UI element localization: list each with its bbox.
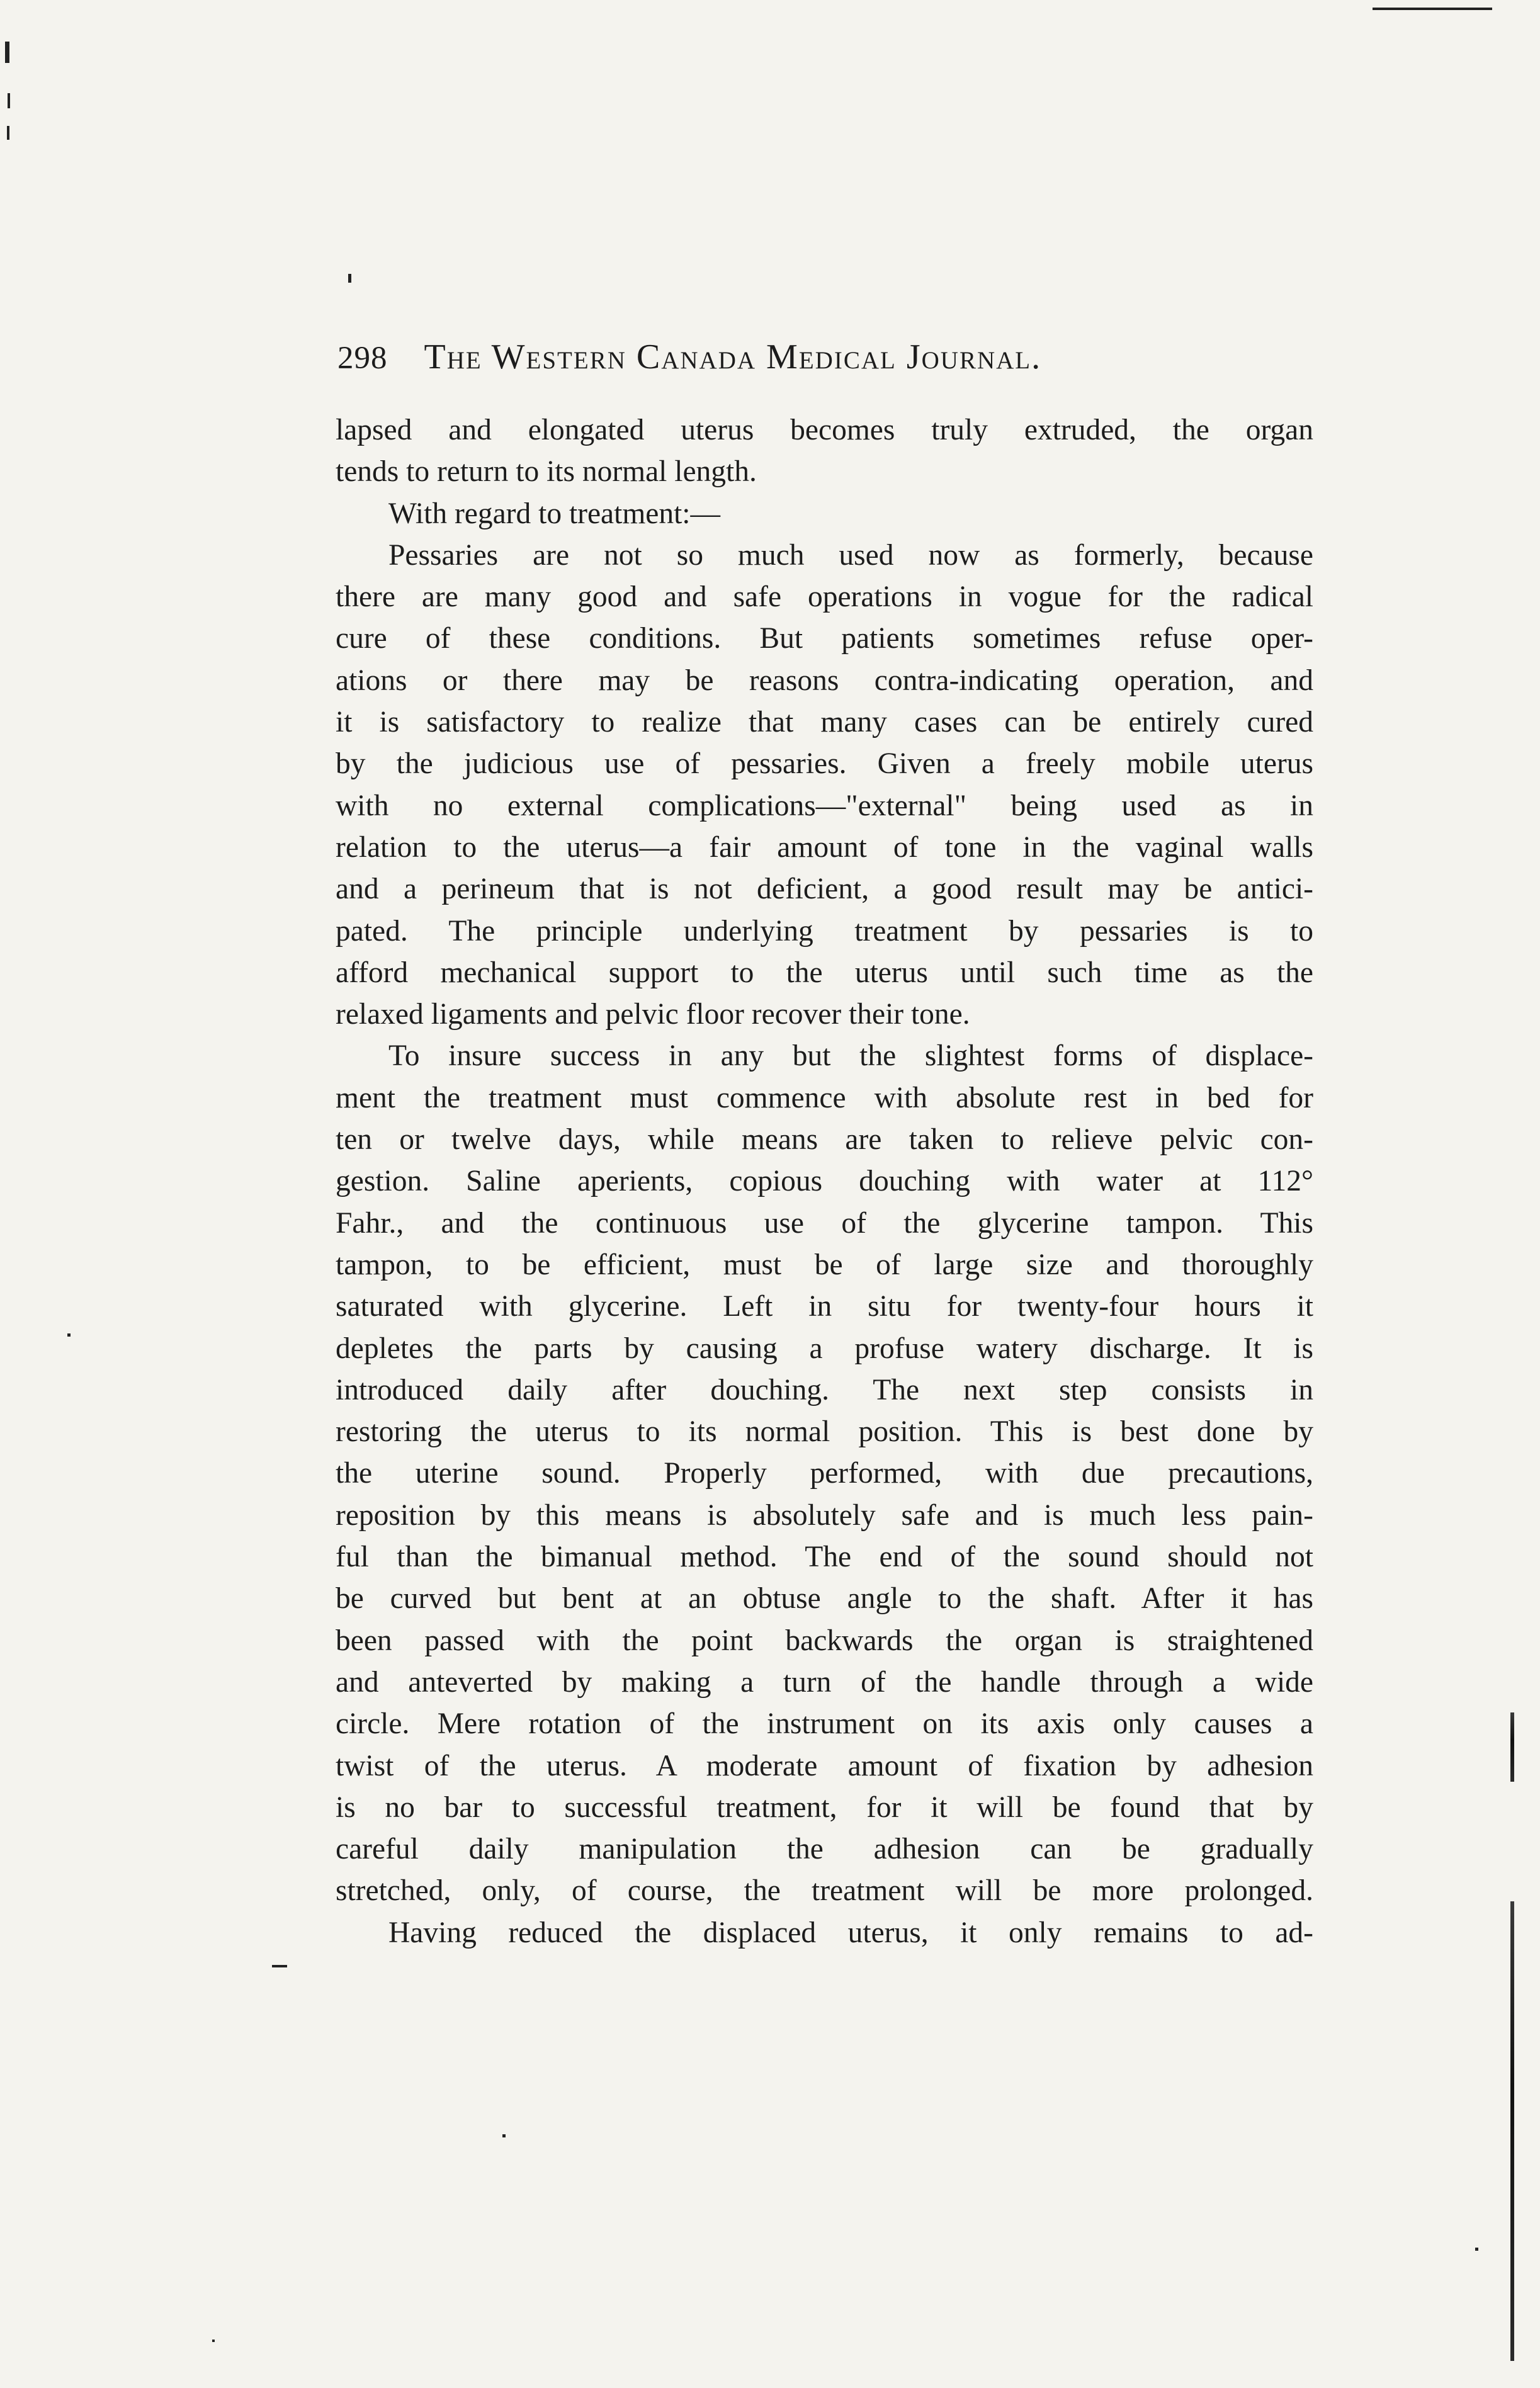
body-text — [336, 409, 1313, 1954]
text-line: is no bar to successful treatment, for it will be found that by — [336, 1791, 1313, 1824]
text-line: with no external complications—"external" being used as in — [336, 789, 1313, 822]
scan-speck — [272, 1965, 287, 1967]
scan-speck — [1373, 8, 1492, 10]
text-line: ten or twelve days, while means are taken to relieve pelvic con- — [336, 1123, 1313, 1157]
text-line: ations or there may be reasons contra-indicating operation, and — [336, 664, 1313, 697]
text-line: tampon, to be efficient, must be of large size and thoroughly — [336, 1248, 1313, 1281]
text-line: be curved but bent at an obtuse angle to the shaft. After it has — [336, 1582, 1313, 1616]
text-line: gestion. Saline aperients, copious douching with water at 112° — [336, 1165, 1313, 1198]
text-line: careful daily manipulation the adhesion can be gradually — [336, 1833, 1313, 1866]
scan-speck — [5, 42, 9, 63]
text-line: tends to return to its normal length. — [336, 455, 757, 489]
text-line: there are many good and safe operations in vogue for the radical — [336, 580, 1313, 614]
text-line: the uterine sound. Properly performed, with due precautions, — [336, 1457, 1313, 1490]
text-line: cure of these conditions. But patients sometimes refuse oper- — [336, 622, 1313, 655]
text-line: introduced daily after douching. The next step consists in — [336, 1373, 1313, 1406]
text-line: by the judicious use of pessaries. Given a freely mobile uterus — [336, 747, 1313, 781]
scan-speck — [502, 2134, 506, 2137]
text-line: lapsed and elongated uterus becomes truly extruded, the organ — [336, 414, 1313, 446]
text-line: and a perineum that is not deficient, a good result may be antici- — [336, 873, 1313, 906]
text-line: ful than the bimanual method. The end of the sound should not — [336, 1541, 1313, 1574]
text-line: circle. Mere rotation of the instrument on its axis only causes a — [336, 1707, 1313, 1741]
text-line: it is satisfactory to realize that many cases can be entirely cured — [336, 706, 1313, 739]
text-line: stretched, only, of course, the treatment will be more prolonged. — [336, 1874, 1313, 1908]
text-line: afford mechanical support to the uterus until such time as the — [336, 956, 1313, 989]
text-line: relation to the uterus—a fair amount of tone in the vaginal walls — [336, 830, 1313, 864]
scan-speck — [67, 1333, 71, 1337]
text-line: To insure success in any but the slightest forms of displace- — [388, 1039, 1313, 1073]
text-line: pated. The principle underlying treatment by pessaries is to — [336, 914, 1313, 948]
text-line: been passed with the point backwards the organ is straightened — [336, 1624, 1313, 1657]
scan-speck — [7, 126, 9, 140]
scan-speck — [8, 93, 10, 108]
scan-speck — [1475, 2248, 1478, 2251]
page-number: 298 — [337, 341, 388, 376]
text-line: restoring the uterus to its normal position. This is best done by — [336, 1415, 1313, 1449]
text-line: Having reduced the displaced uterus, it only remains to ad- — [388, 1916, 1313, 1949]
text-line: Fahr., and the continuous use of the glycerine tampon. This — [336, 1206, 1313, 1240]
text-line: With regard to treatment:— — [388, 497, 720, 530]
text-line: saturated with glycerine. Left in situ for twenty-four hours it — [336, 1290, 1313, 1323]
text-line: reposition by this means is absolutely safe and is much less pain- — [336, 1498, 1313, 1532]
binding-edge-mark — [1510, 1712, 1514, 1782]
text-line: and anteverted by making a turn of the handle through a wide — [336, 1665, 1313, 1699]
binding-edge-mark — [1510, 1901, 1514, 2361]
text-line: depletes the parts by causing a profuse watery discharge. It is — [336, 1332, 1313, 1365]
journal-title: The Western Canada Medical Journal. — [424, 337, 1042, 376]
scan-speck — [348, 274, 351, 283]
running-head — [337, 337, 1313, 387]
text-line: ment the treatment must commence with absolute rest in bed for — [336, 1081, 1313, 1114]
text-line: Pessaries are not so much used now as formerly, because — [388, 538, 1313, 572]
text-line: relaxed ligaments and pelvic floor recover their tone. — [336, 998, 970, 1031]
scan-speck — [212, 2340, 215, 2342]
text-line: twist of the uterus. A moderate amount of fixation by adhesion — [336, 1749, 1313, 1782]
